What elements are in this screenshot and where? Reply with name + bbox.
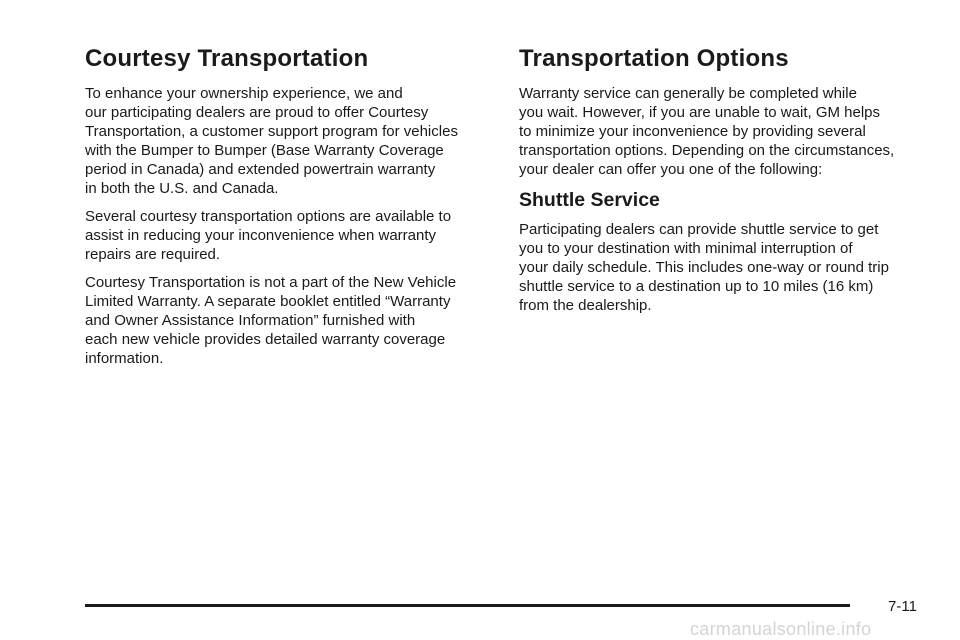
- transportation-options-heading: Transportation Options: [519, 45, 789, 72]
- page-number: 7-11: [888, 598, 917, 615]
- shuttle-service-paragraph: Participating dealers can provide shuttle service to get you to your destination with minimal interruption of your daily schedule. This includes one-way or round trip shuttle service to a destination up to 10 miles (16 km) from the dealership.: [519, 221, 889, 314]
- courtesy-transportation-heading: Courtesy Transportation: [85, 45, 369, 72]
- courtesy-options-paragraph: Several courtesy transportation options are available to assist in reducing your inconvenience when warranty repairs are required.: [85, 208, 452, 263]
- footer-rule: [85, 604, 850, 607]
- left-column: [85, 44, 495, 377]
- right-column: [519, 44, 929, 324]
- courtesy-warranty-paragraph: Courtesy Transportation is not a part of the New Vehicle Limited Warranty. A separate booklet entitled “Warranty and Owner Assistance Information” furnished with each new vehicle provides detailed warranty coverage information.: [85, 274, 457, 367]
- transportation-options-paragraph: Warranty service can generally be completed while you wait. However, if you are unable to wait, GM helps to minimize your inconvenience by providing several transportation options. Depending on the circumstances, your dealer can offer you one of the following:: [519, 85, 895, 178]
- courtesy-intro-paragraph: To enhance your ownership experience, we and our participating dealers are proud to offer Courtesy Transportation, a customer support program for vehicles with the Bumper to Bumper (Base Warranty Coverage period in Canada) and extended powertrain warranty in both the U.S. and Canada.: [85, 85, 458, 197]
- watermark-text: carmanualsonline.info: [690, 619, 872, 639]
- shuttle-service-heading: Shuttle Service: [519, 189, 660, 211]
